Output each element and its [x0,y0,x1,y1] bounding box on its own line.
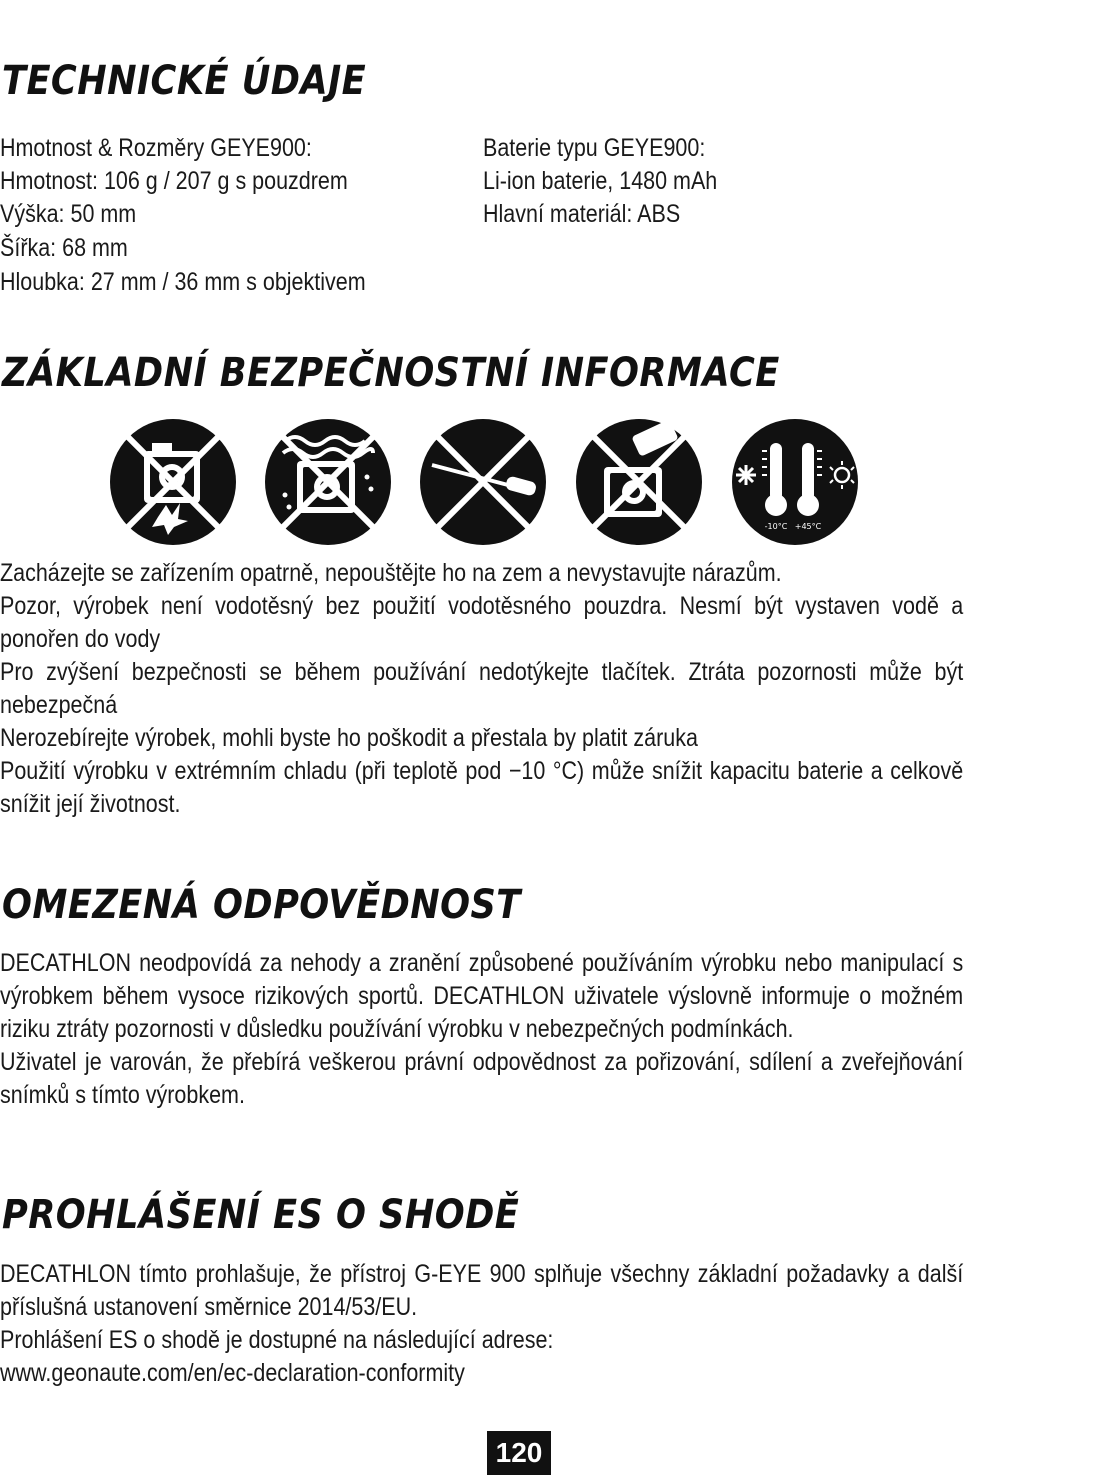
temperature-range-icon [730,417,860,547]
tech-spec-line: Hloubka: 27 mm / 36 mm s objektivem [0,268,366,296]
tech-spec-line: Hmotnost & Rozměry GEYE900: [0,134,312,162]
safety-paragraph: Zacházejte se zařízením opatrně, nepouštějte ho na zem a nevystavujte nárazům. [0,559,782,587]
conformity-url[interactable]: www.geonaute.com/en/ec-declaration-conformity [0,1359,465,1387]
safety-paragraph: Použití výrobku v extrémním chladu (při teplotě pod −10 °C) může snížit kapacitu baterie a celkově snížit její životnost. [0,757,964,818]
temp-low-label: -10°C [764,522,788,531]
safety-paragraph: Nerozebírejte výrobek, mohli byste ho poškodit a přestala by platit záruka [0,724,698,752]
no-water-icon [263,417,393,547]
temp-high-label: +45°C [794,522,822,531]
no-disassemble-icon [418,417,548,547]
safety-text [0,557,963,821]
safety-paragraph: Pro zvýšení bezpečnosti se během používání nedotýkejte tlačítek. Ztráta pozornosti může být nebezpečná [0,658,964,719]
conformity-paragraph: Prohlášení ES o shodě je dostupné na následující adrese: [0,1326,554,1354]
battery-spec-line: Li-ion baterie, 1480 mAh [483,167,718,195]
liability-paragraph: DECATHLON neodpovídá za nehody a zranění způsobené používáním výrobku nebo manipulací s výrobkem během vysoce rizikových sportů. DECATHLON uživatele výslovně informuje o možném riziku ztráty pozornosti v důsledku používání výrobku v nebezpečných podmínkách. [0,949,964,1043]
battery-spec-line: Baterie typu GEYE900: [483,134,706,162]
tech-spec-line: Hmotnost: 106 g / 207 g s pouzdrem [0,167,348,195]
section-title-conformity: PROHLÁŠENÍ ES O SHODĚ [2,1192,520,1238]
safety-paragraph: Pozor, výrobek není vodotěsný bez použití vodotěsného pouzdra. Nesmí být vystaven vodě a ponořen do vody [0,592,964,653]
safety-icons [108,417,868,549]
page-number: 120 [487,1431,551,1475]
section-title-safety: ZÁKLADNÍ BEZPEČNOSTNÍ INFORMACE [2,350,780,396]
liability-text [0,947,963,1112]
conformity-paragraph: DECATHLON tímto prohlašuje, že přístroj G-EYE 900 splňuje všechny základní požadavky a další příslušná ustanovení směrnice 2014/53/EU. [0,1260,964,1321]
liability-paragraph: Uživatel je varován, že přebírá veškerou právní odpovědnost za pořizování, sdílení a zveřejňování snímků s tímto výrobkem. [0,1048,964,1109]
no-chemicals-icon [574,417,704,547]
section-title-liability: OMEZENÁ ODPOVĚDNOST [2,882,521,928]
conformity-text [0,1258,963,1390]
battery-spec-line: Hlavní materiál: ABS [483,200,681,228]
tech-spec-line: Šířka: 68 mm [0,234,128,262]
section-title-technical-data: TECHNICKÉ ÚDAJE [2,58,367,104]
no-drop-icon [108,417,238,547]
tech-spec-line: Výška: 50 mm [0,200,137,228]
